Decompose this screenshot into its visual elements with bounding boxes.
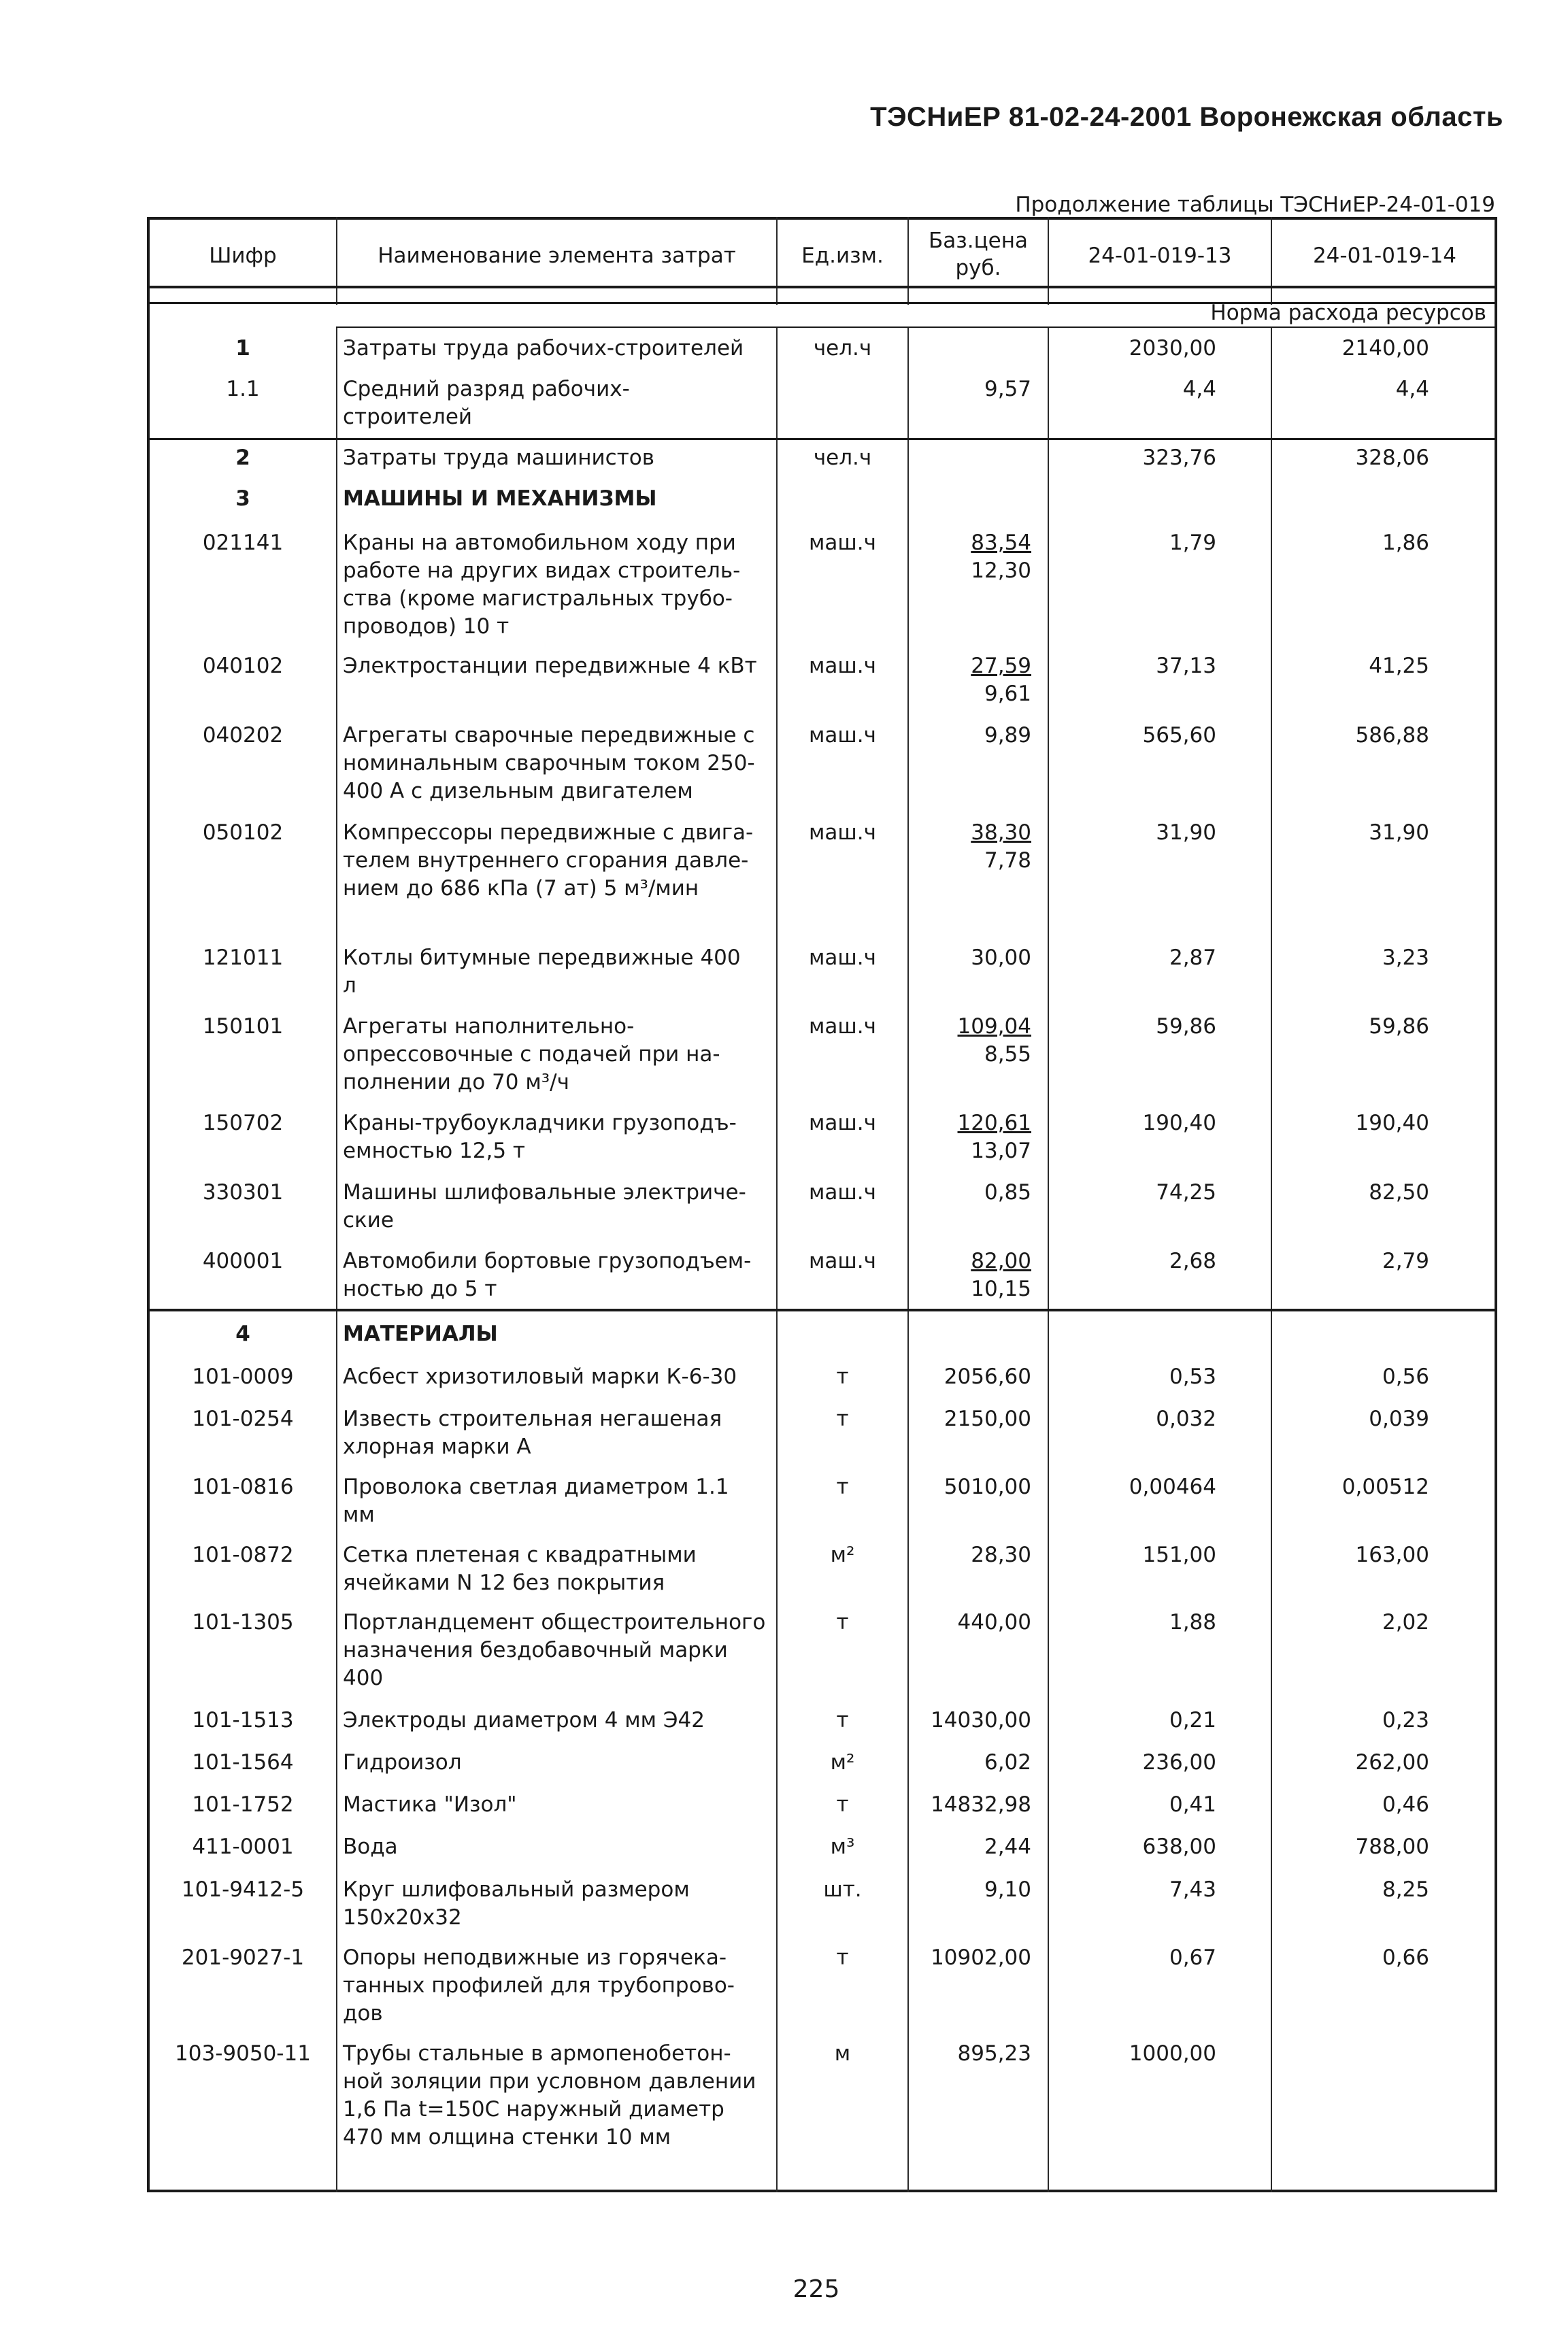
row-price: 10902,00: [931, 1945, 1031, 1970]
row-unit: чел.ч: [813, 336, 872, 361]
row-value-14: 190,40: [1355, 1111, 1429, 1135]
row-name: Опоры неподвижные из горячека- танных профилей для трубопрово- дов: [343, 1945, 735, 2026]
section-title: МАТЕРИАЛЫ: [343, 1322, 498, 1346]
row-unit: маш.ч: [809, 945, 876, 970]
row-unit: т: [836, 1407, 849, 1431]
row-value-14: 0,56: [1382, 1364, 1429, 1389]
row-price: 2056,60: [944, 1364, 1031, 1389]
row-name: Сетка плетеная с квадратными ячейками N 12 без покрытия: [343, 1543, 697, 1595]
row-value-13: 236,00: [1142, 1750, 1216, 1775]
row-value-14: 163,00: [1355, 1543, 1429, 1567]
row-code: 201-9027-1: [181, 1945, 305, 1970]
row-name: Компрессоры передвижные с двига- телем внутреннего сгорания давле- нием до 686 кПа (7 ат) 5 м³/мин: [343, 820, 754, 901]
row-code: 101-1513: [192, 1708, 294, 1732]
row-code: 101-0254: [192, 1407, 294, 1431]
row-unit: т: [836, 1364, 849, 1389]
column-header-code: Шифр: [209, 244, 277, 268]
row-price: 30,00: [971, 945, 1031, 970]
row-price: 14030,00: [931, 1708, 1031, 1732]
row-code: 150101: [202, 1014, 284, 1039]
row-value-14: 328,06: [1355, 446, 1429, 470]
row-value-14: 0,039: [1369, 1407, 1429, 1431]
row-unit: шт.: [823, 1877, 862, 1902]
row-name: Краны-трубоукладчики грузоподъ- емностью 12,5 т: [343, 1111, 737, 1163]
row-price: 2150,00: [944, 1407, 1031, 1431]
row-price: 9,89: [984, 723, 1031, 748]
row-code: 1: [235, 336, 250, 361]
row-unit: т: [836, 1475, 849, 1499]
row-code: 101-0872: [192, 1543, 294, 1567]
document-header-title: ТЭСНиЕР 81-02-24-2001 Воронежская область: [870, 102, 1503, 132]
row-name: Проволока светлая диаметром 1.1 мм: [343, 1475, 729, 1527]
row-value-14: 31,90: [1369, 820, 1429, 845]
row-price: 120,61: [957, 1111, 1031, 1135]
row-value-13: 0,032: [1156, 1407, 1216, 1431]
row-value-13: 7,43: [1169, 1877, 1216, 1902]
row-value-13: 1,88: [1169, 1610, 1216, 1635]
row-code: 101-1752: [192, 1792, 294, 1817]
row-name: Машины шлифовальные электриче- ские: [343, 1180, 746, 1233]
row-name: Известь строительная негашеная хлорная марки А: [343, 1407, 722, 1459]
row-code: 050102: [202, 820, 284, 845]
row-price: 6,02: [984, 1750, 1031, 1775]
row-unit: т: [836, 1610, 849, 1635]
row-price: 27,59: [971, 654, 1031, 678]
row-name: Автомобили бортовые грузоподъем- ностью до 5 т: [343, 1249, 752, 1301]
row-value-14: 3,23: [1382, 945, 1429, 970]
row-name: Асбест хризотиловый марки К-6-30: [343, 1364, 737, 1389]
row-value-13: 74,25: [1156, 1180, 1216, 1205]
section-rule: [147, 1309, 1497, 1311]
row-price-secondary: 10,15: [971, 1277, 1031, 1301]
row-code: 1.1: [226, 377, 260, 401]
row-code: 101-9412-5: [181, 1877, 305, 1902]
row-price: 440,00: [957, 1610, 1031, 1635]
row-code: 101-1305: [192, 1610, 294, 1635]
row-price: 38,30: [971, 820, 1031, 845]
row-value-14: 59,86: [1369, 1014, 1429, 1039]
column-header-price: Баз.цена руб.: [928, 229, 1029, 280]
row-code: 101-0816: [192, 1475, 294, 1499]
row-value-13: 1000,00: [1129, 2041, 1216, 2066]
row-value-13: 37,13: [1156, 654, 1216, 678]
row-price: 14832,98: [931, 1792, 1031, 1817]
row-code: 040202: [202, 723, 284, 748]
column-header-unit: Ед.изм.: [801, 244, 884, 268]
row-value-13: 323,76: [1142, 446, 1216, 470]
table-continuation-caption: Продолжение таблицы ТЭСНиЕР-24-01-019: [1015, 192, 1495, 217]
row-value-14: 0,23: [1382, 1708, 1429, 1732]
section-code: 4: [235, 1322, 250, 1346]
row-code: 101-0009: [192, 1364, 294, 1389]
row-name: Круг шлифовальный размером 150х20х32: [343, 1877, 690, 1930]
row-code: 2: [235, 446, 250, 470]
row-value-14: 586,88: [1355, 723, 1429, 748]
row-value-13: 0,67: [1169, 1945, 1216, 1970]
row-code: 040102: [202, 654, 284, 678]
row-name: Агрегаты наполнительно- опрессовочные с подачей при на- полнении до 70 м³/ч: [343, 1014, 720, 1094]
row-value-14: 1,86: [1382, 531, 1429, 555]
row-price-secondary: 13,07: [971, 1139, 1031, 1163]
row-unit: м³: [830, 1835, 855, 1859]
row-value-14: 0,00512: [1341, 1475, 1429, 1499]
row-value-14: 262,00: [1355, 1750, 1429, 1775]
row-value-13: 31,90: [1156, 820, 1216, 845]
row-name: Затраты труда машинистов: [343, 446, 655, 470]
row-value-14: 0,46: [1382, 1792, 1429, 1817]
row-value-13: 2,68: [1169, 1249, 1216, 1273]
column-header-24-01-019-13: 24-01-019-13: [1088, 244, 1232, 268]
row-code: 021141: [202, 531, 284, 555]
row-value-14: 2140,00: [1341, 336, 1429, 361]
page-number: 225: [793, 2275, 840, 2303]
row-code: 121011: [202, 945, 284, 970]
row-price-secondary: 7,78: [984, 848, 1031, 873]
row-unit: м²: [830, 1543, 855, 1567]
row-price: 109,04: [957, 1014, 1031, 1039]
row-unit: маш.ч: [809, 1111, 876, 1135]
row-code: 150702: [202, 1111, 284, 1135]
row-unit: маш.ч: [809, 820, 876, 845]
row-unit: маш.ч: [809, 1014, 876, 1039]
row-value-13: 59,86: [1156, 1014, 1216, 1039]
row-value-14: 8,25: [1382, 1877, 1429, 1902]
row-code: 330301: [202, 1180, 284, 1205]
row-unit: т: [836, 1792, 849, 1817]
row-value-13: 4,4: [1182, 377, 1216, 401]
row-unit: т: [836, 1708, 849, 1732]
row-unit: чел.ч: [813, 446, 872, 470]
row-unit: м²: [830, 1750, 855, 1775]
norm-caption: Норма расхода ресурсов: [1210, 301, 1486, 325]
row-unit: маш.ч: [809, 654, 876, 678]
row-value-13: 151,00: [1142, 1543, 1216, 1567]
row-price: 9,10: [984, 1877, 1031, 1902]
row-price: 895,23: [957, 2041, 1031, 2066]
row-value-14: 41,25: [1369, 654, 1429, 678]
row-name: Вода: [343, 1835, 398, 1859]
row-name: Трубы стальные в армопенобетон- ной золяции при условном давлении 1,6 Па t=150С наружный диаметр 470 мм олщина стенки 10 мм: [343, 2041, 756, 2149]
row-value-14: 4,4: [1395, 377, 1429, 401]
row-value-13: 0,41: [1169, 1792, 1216, 1817]
row-value-13: 190,40: [1142, 1111, 1216, 1135]
row-unit: т: [836, 1945, 849, 1970]
row-name: Затраты труда рабочих-строителей: [343, 336, 744, 361]
row-price: 2,44: [984, 1835, 1031, 1859]
row-price: 0,85: [984, 1180, 1031, 1205]
row-value-14: 2,79: [1382, 1249, 1429, 1273]
row-value-13: 1,79: [1169, 531, 1216, 555]
row-value-13: 0,21: [1169, 1708, 1216, 1732]
row-price: 82,00: [971, 1249, 1031, 1273]
row-value-13: 638,00: [1142, 1835, 1216, 1859]
column-header-name: Наименование элемента затрат: [378, 244, 736, 268]
row-unit: маш.ч: [809, 531, 876, 555]
row-price: 9,57: [984, 377, 1031, 401]
row-price: 5010,00: [944, 1475, 1031, 1499]
row-name: Средний разряд рабочих- строителей: [343, 377, 630, 429]
row-code: 411-0001: [192, 1835, 294, 1859]
row-value-14: 2,02: [1382, 1610, 1429, 1635]
row-price-secondary: 12,30: [971, 558, 1031, 583]
row-name: Электростанции передвижные 4 кВт: [343, 654, 757, 678]
row-price-secondary: 8,55: [984, 1042, 1031, 1067]
row-value-13: 0,00464: [1129, 1475, 1216, 1499]
row-price: 28,30: [971, 1543, 1031, 1567]
row-code: 400001: [202, 1249, 284, 1273]
row-name: Агрегаты сварочные передвижные с номинальным сварочным током 250- 400 А с дизельным двигателем: [343, 723, 755, 803]
row-unit: м: [834, 2041, 851, 2066]
row-unit: маш.ч: [809, 723, 876, 748]
row-price: 83,54: [971, 531, 1031, 555]
row-value-14: 0,66: [1382, 1945, 1429, 1970]
row-value-13: 565,60: [1142, 723, 1216, 748]
row-price-secondary: 9,61: [984, 682, 1031, 706]
row-name: Портландцемент общестроительного назначения бездобавочный марки 400: [343, 1610, 766, 1690]
row-code: 103-9050-11: [175, 2041, 311, 2066]
row-name: Гидроизол: [343, 1750, 462, 1775]
row-code: 101-1564: [192, 1750, 294, 1775]
header-rule: [147, 286, 1497, 288]
row-value-13: 2030,00: [1129, 336, 1216, 361]
section-title: МАШИНЫ И МЕХАНИЗМЫ: [343, 486, 657, 511]
row-unit: маш.ч: [809, 1249, 876, 1273]
row-value-13: 0,53: [1169, 1364, 1216, 1389]
row-name: Мастика "Изол": [343, 1792, 517, 1817]
section-code: 3: [235, 486, 250, 511]
row-value-14: 788,00: [1355, 1835, 1429, 1859]
row-value-13: 2,87: [1169, 945, 1216, 970]
row-name: Краны на автомобильном ходу при работе на других видах строитель- ства (кроме магистральных трубо- проводов) 10 т: [343, 531, 741, 639]
row-name: Котлы битумные передвижные 400 л: [343, 945, 741, 998]
section-rule: [147, 438, 1497, 440]
column-header-24-01-019-14: 24-01-019-14: [1312, 244, 1457, 268]
row-unit: маш.ч: [809, 1180, 876, 1205]
row-name: Электроды диаметром 4 мм Э42: [343, 1708, 705, 1732]
row-value-14: 82,50: [1369, 1180, 1429, 1205]
